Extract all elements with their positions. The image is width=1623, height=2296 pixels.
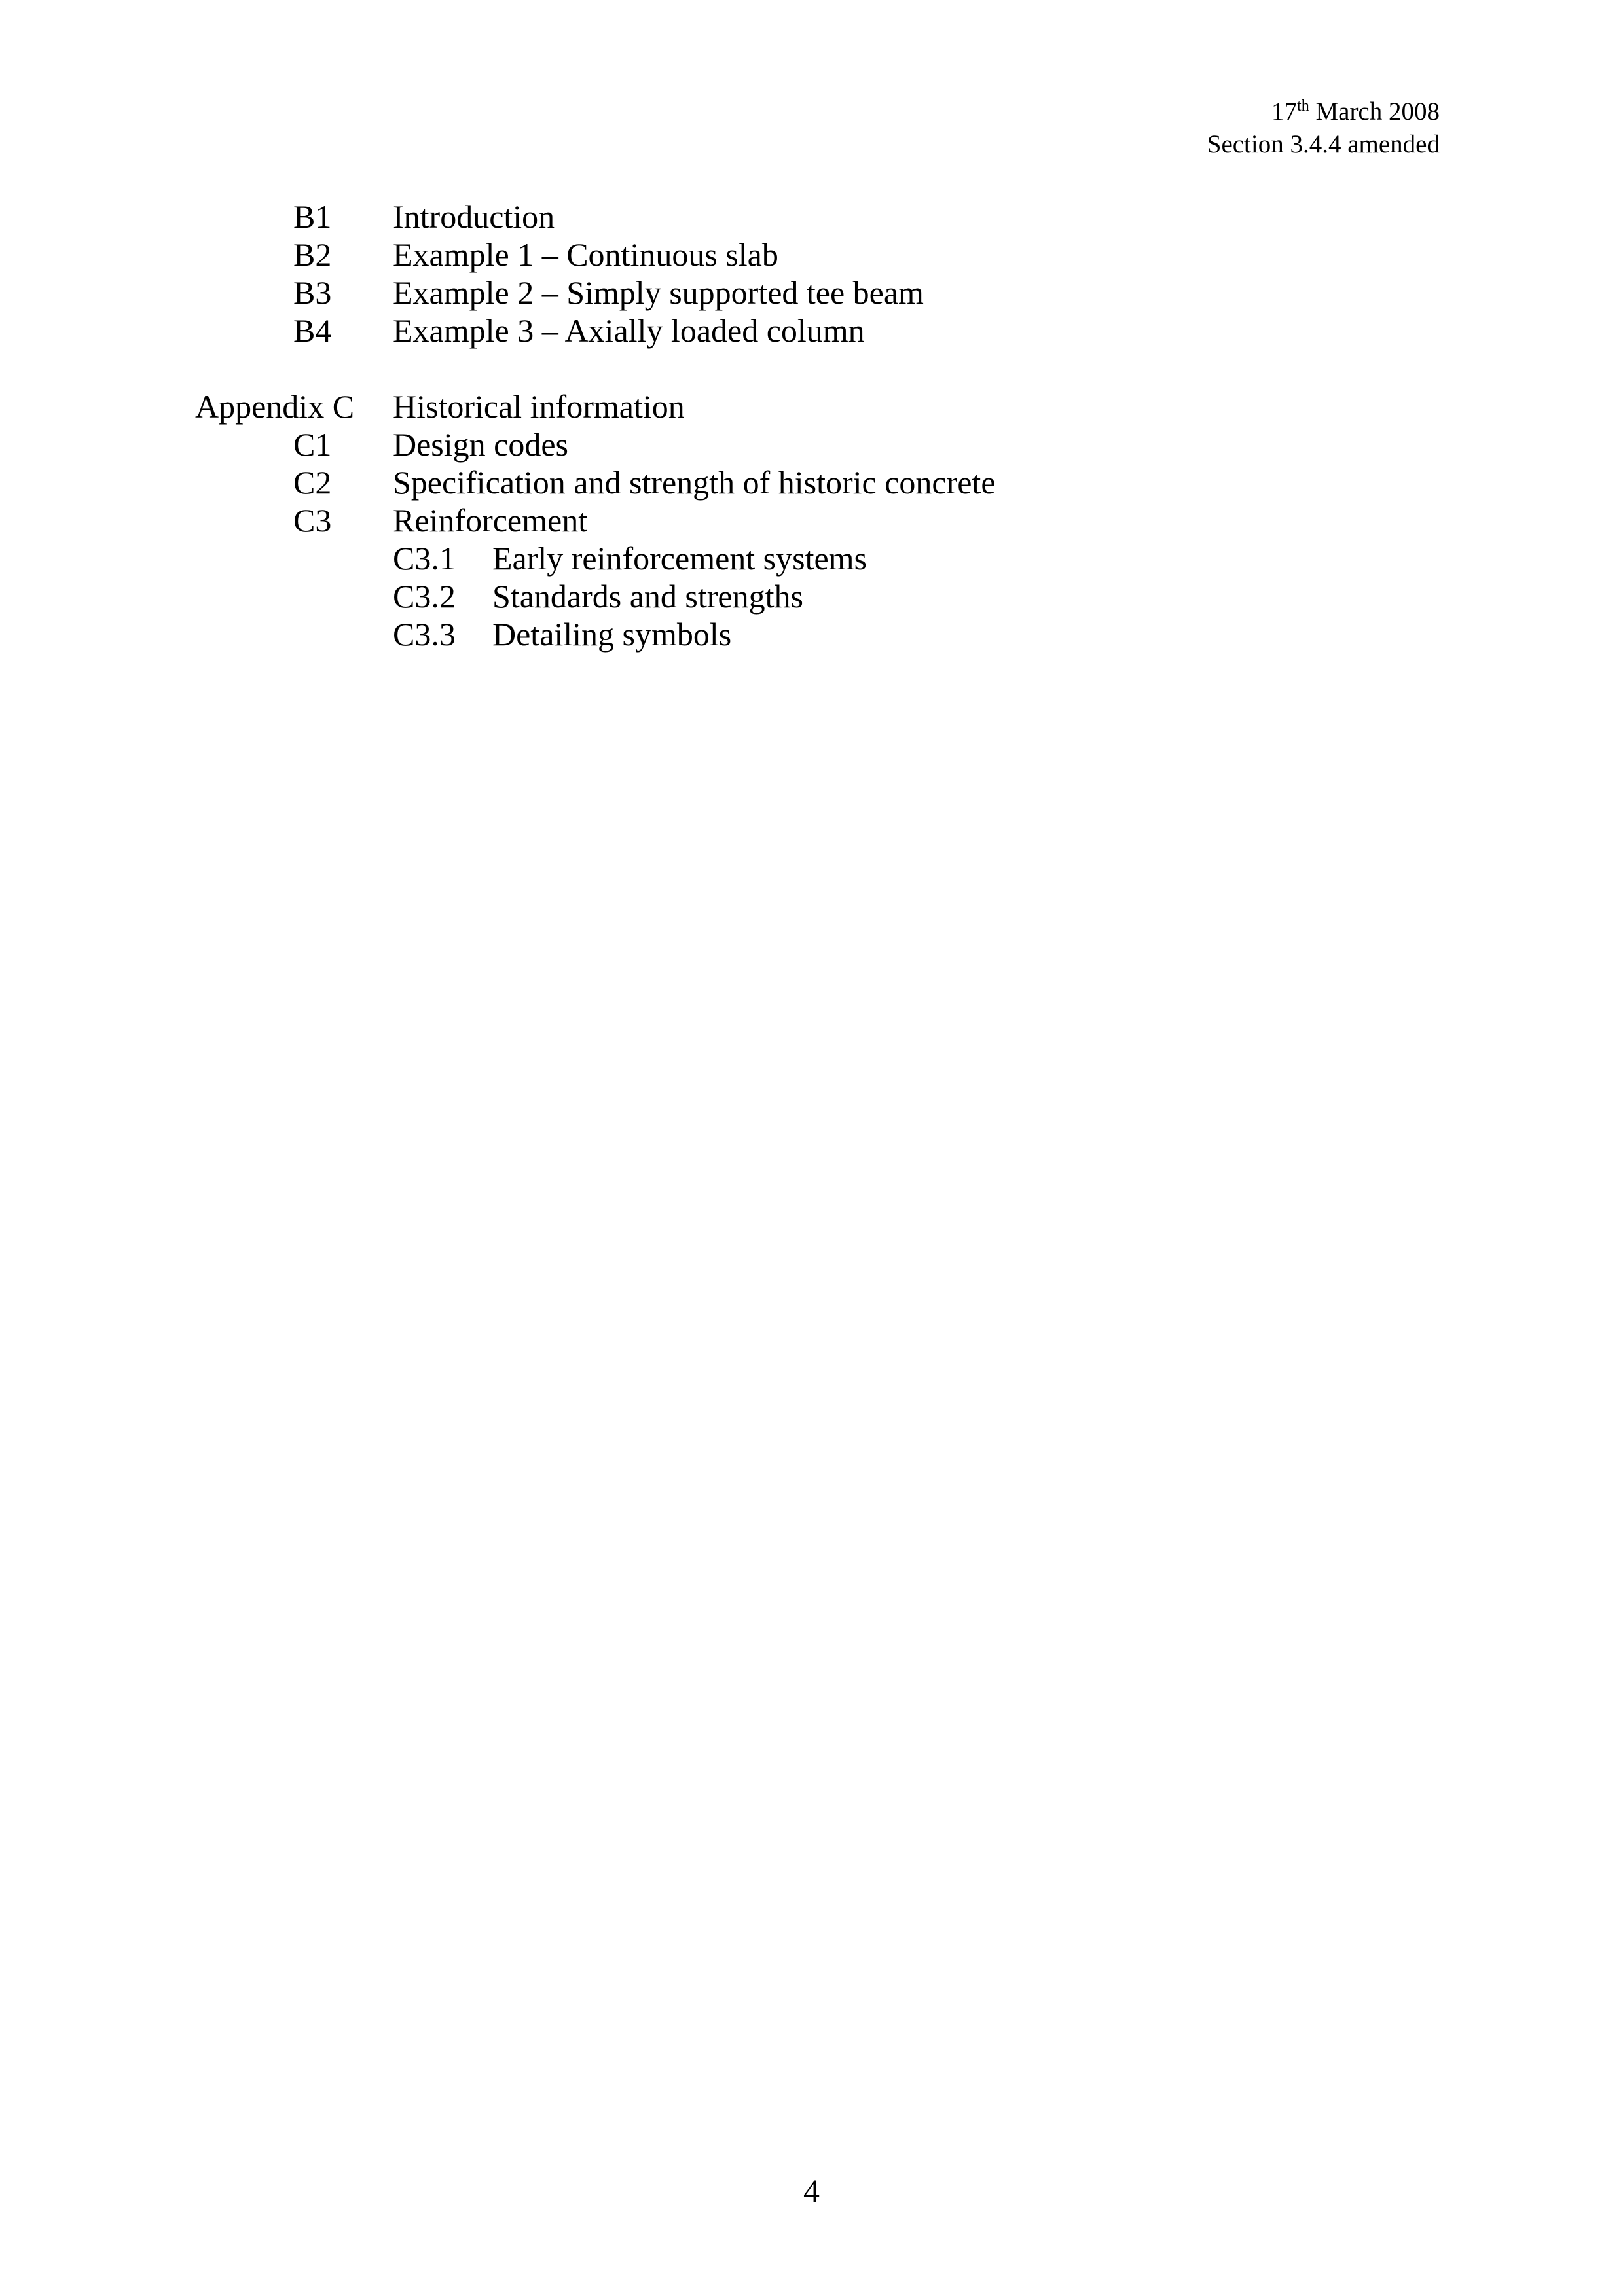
toc-entry-label: Example 3 – Axially loaded column [393, 312, 865, 349]
toc-entry-label: Reinforcement [393, 502, 588, 539]
revision-note [1207, 96, 1440, 161]
revision-amendment: Section 3.4.4 amended [1207, 130, 1440, 158]
toc-entry-number: C3 [293, 502, 332, 539]
toc-entry-number: B1 [293, 198, 332, 235]
page-number: 4 [803, 2172, 820, 2209]
toc-entry-label: Introduction [393, 198, 555, 235]
toc-entry-number: B3 [293, 274, 332, 311]
toc-entry-number: B4 [293, 312, 332, 349]
toc-entry-label: Historical information [393, 388, 685, 425]
toc-entry-number: C3.1 [393, 540, 456, 577]
toc-entry-number: C3.2 [393, 578, 456, 615]
toc-entry-label: Example 1 – Continuous slab [393, 236, 778, 273]
toc-entry-number: C2 [293, 464, 332, 501]
revision-date: 17th March 2008 [1271, 98, 1440, 126]
toc-entry-label: Early reinforcement systems [492, 540, 867, 577]
toc-entry-number: C3.3 [393, 616, 456, 653]
toc-entry-label: Example 2 – Simply supported tee beam [393, 274, 924, 311]
toc-entry-label: Standards and strengths [492, 578, 803, 615]
toc-entry-label: Specification and strength of historic concrete [393, 464, 996, 501]
toc-entry-label: Design codes [393, 426, 568, 463]
toc-entry-number: Appendix C [195, 388, 355, 425]
toc-entry-number: C1 [293, 426, 332, 463]
toc-entry-number: B2 [293, 236, 332, 273]
toc-entry-label: Detailing symbols [492, 616, 732, 653]
